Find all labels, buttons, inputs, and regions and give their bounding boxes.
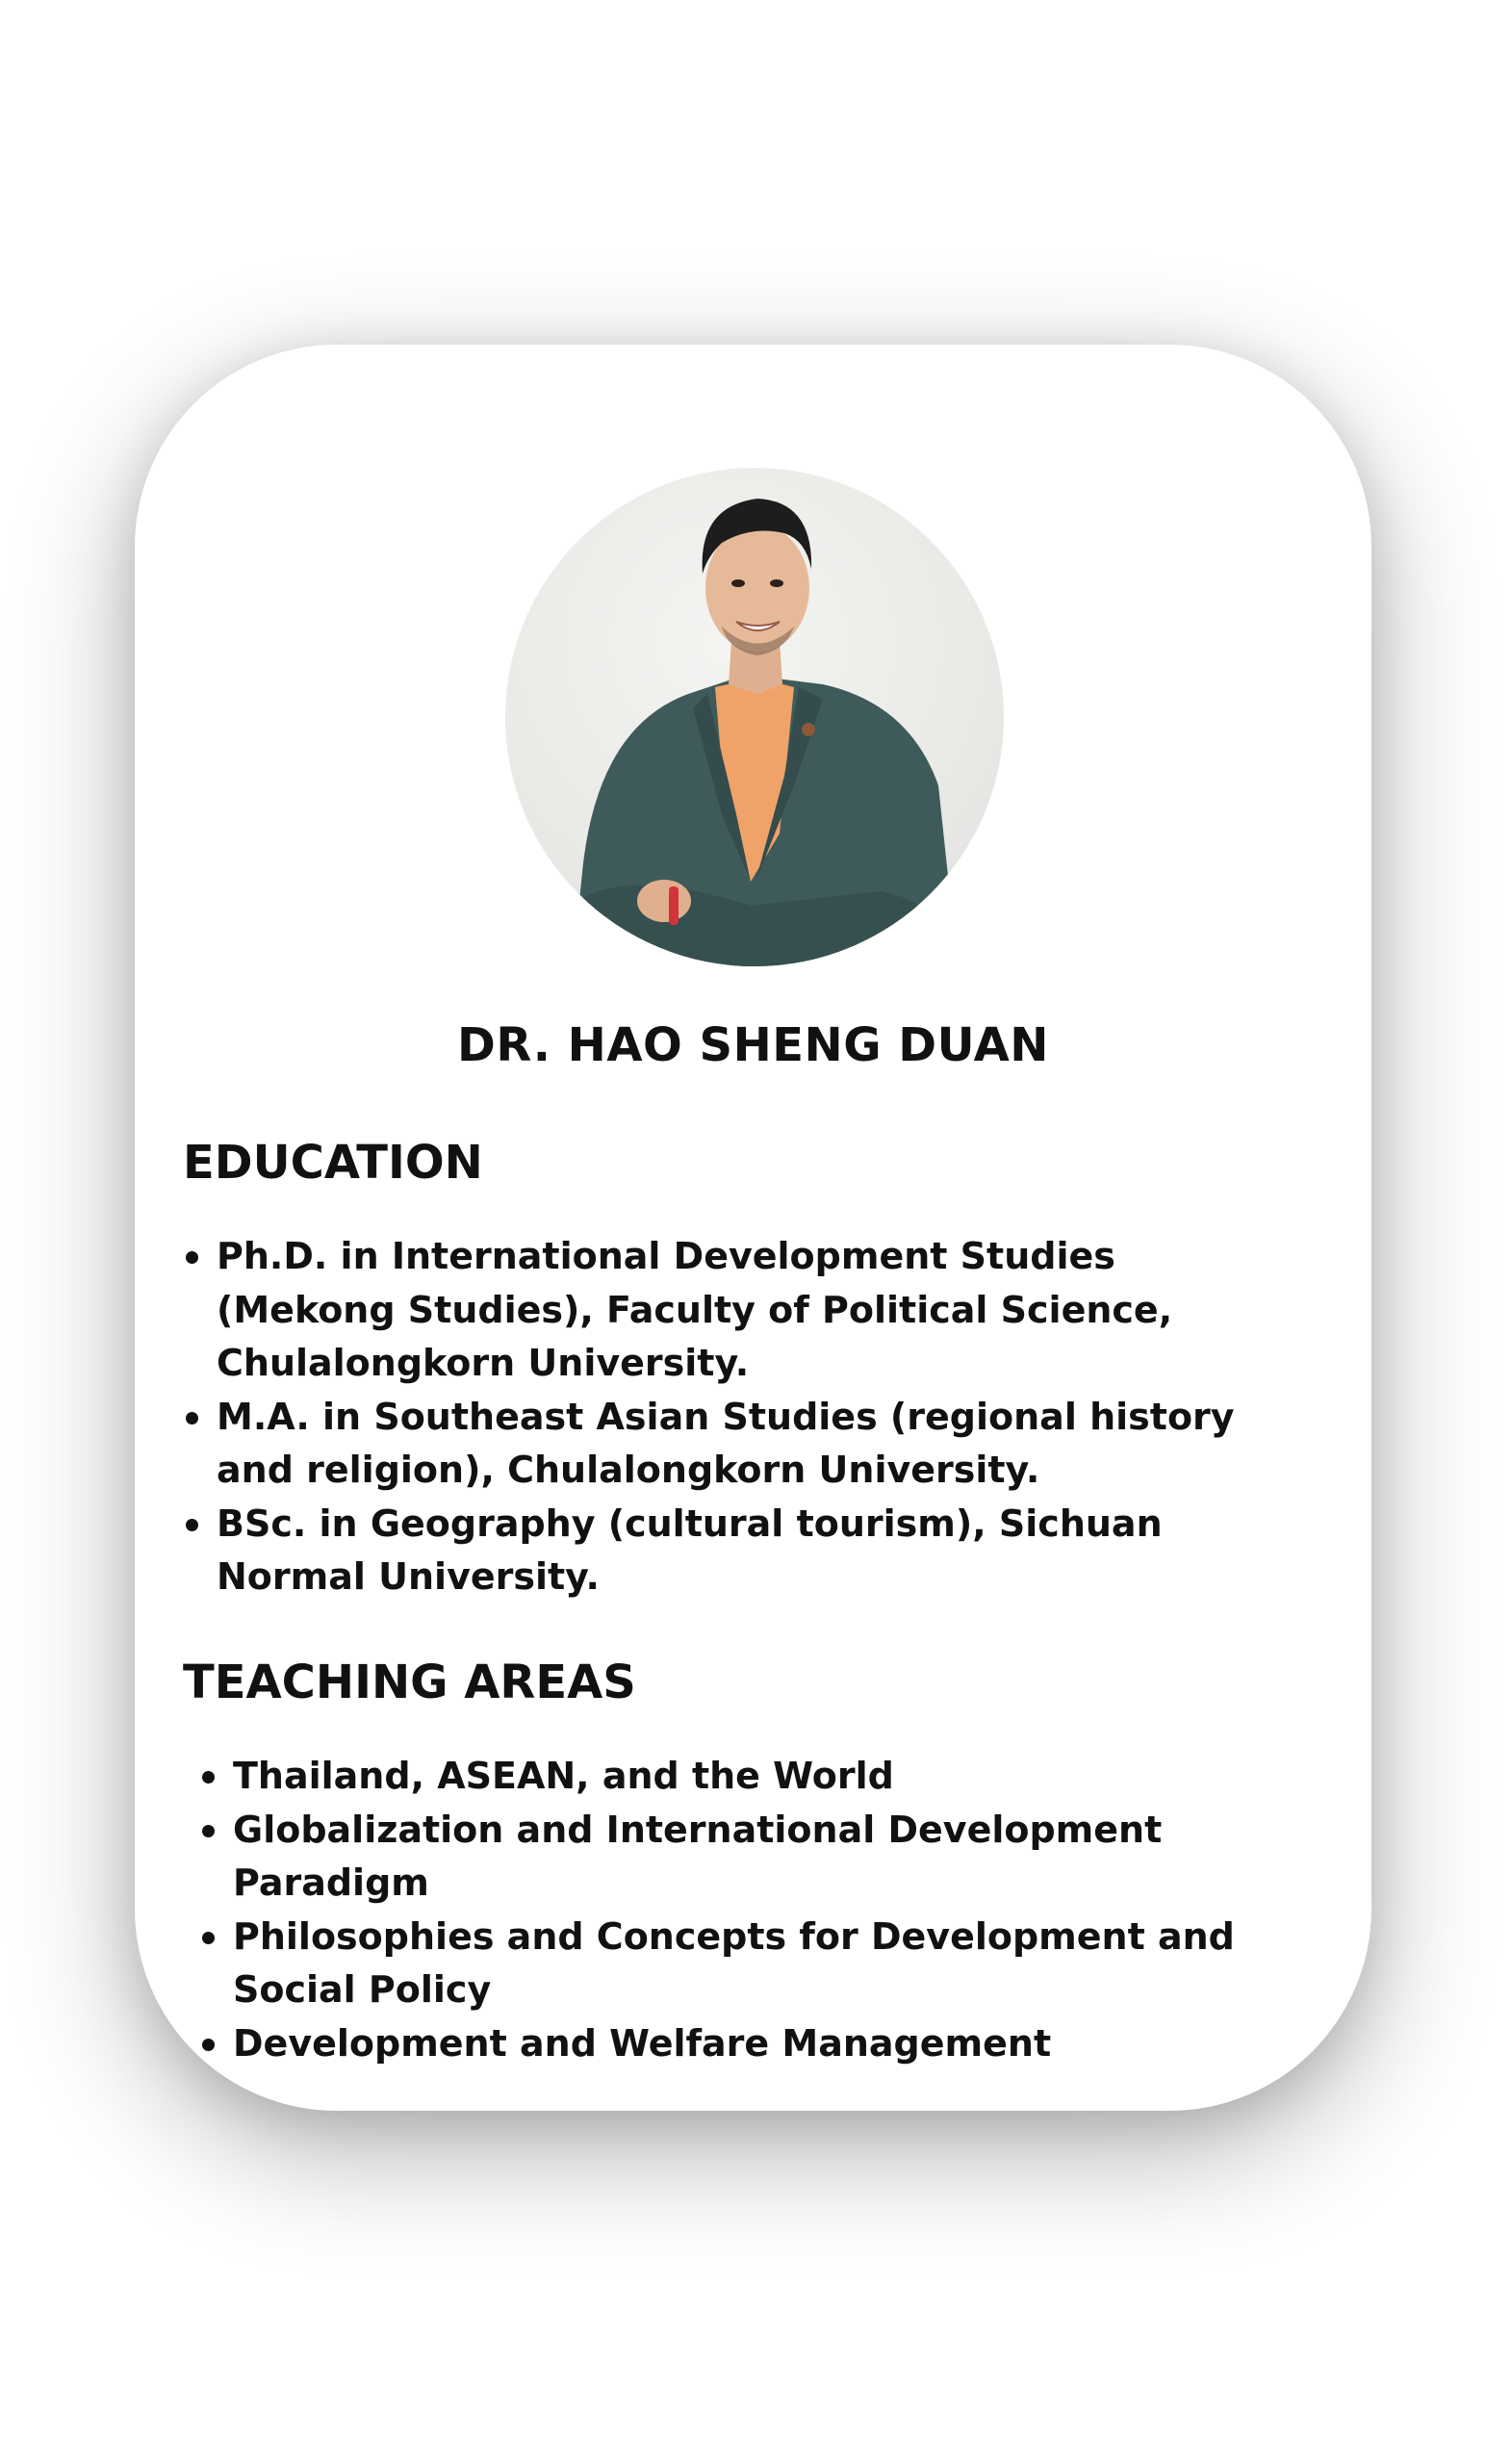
list-item: M.A. in Southeast Asian Studies (regional history and religion), Chulalongkorn University. [217,1391,1237,1498]
teaching-areas-heading: TEACHING AREAS [183,1656,636,1709]
list-item: Thailand, ASEAN, and the World [233,1750,1311,1804]
education-list [217,1230,1237,1604]
list-item: Globalization and International Development Paradigm [233,1804,1311,1911]
profile-photo [505,468,1004,966]
list-item: Development and Welfare Management [233,2017,1311,2071]
list-item: BSc. in Geography (cultural tourism), Sichuan Normal University. [217,1498,1237,1604]
education-heading: EDUCATION [183,1136,483,1190]
list-item: Philosophies and Concepts for Development and Social Policy [233,1911,1311,2017]
person-name: DR. HAO SHENG DUAN [457,1018,1049,1072]
person-portrait-illustration [505,468,1004,966]
profile-card [135,345,1371,2111]
list-item: Ph.D. in International Development Studies (Mekong Studies), Faculty of Political Science, Chulalongkorn University. [217,1230,1237,1391]
teaching-areas-list [233,1750,1311,2070]
